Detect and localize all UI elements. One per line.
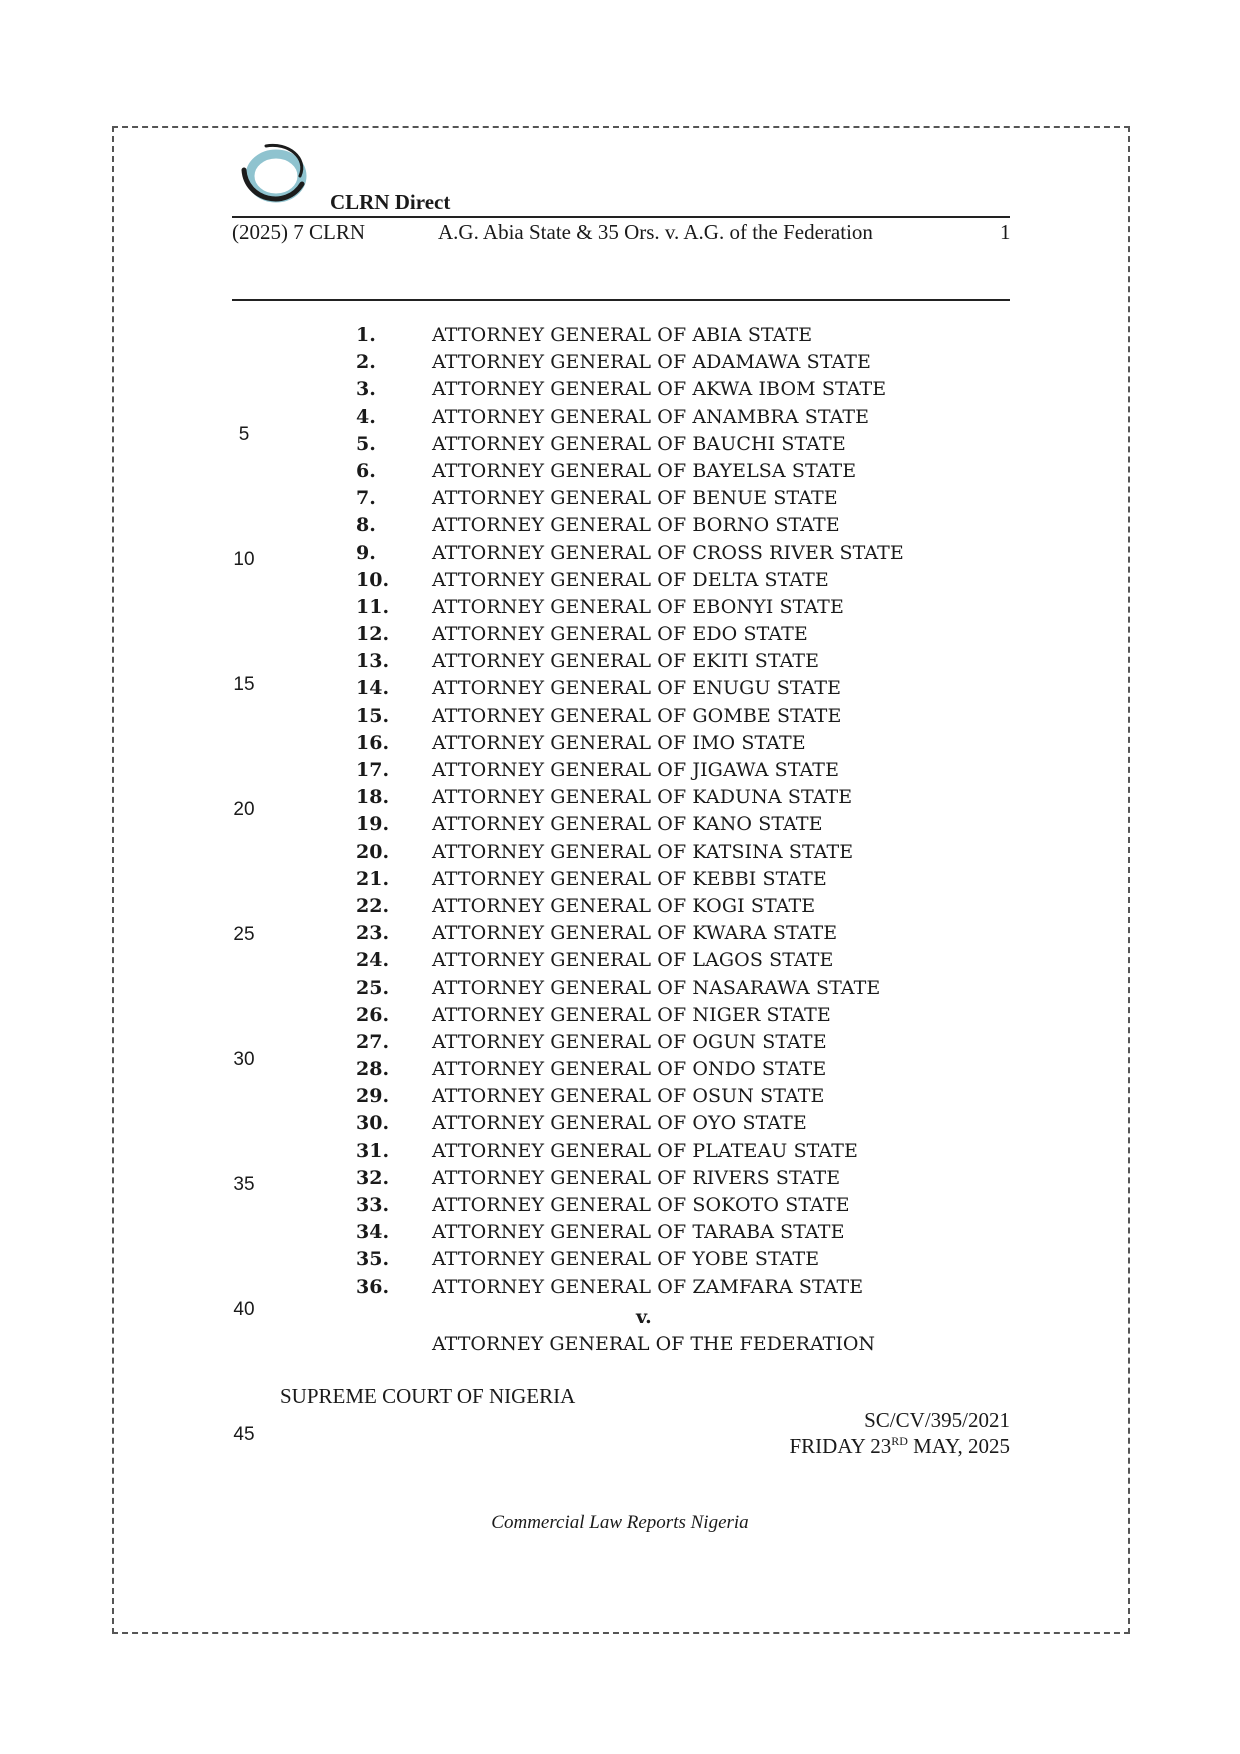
party-number: 5. — [356, 432, 376, 455]
party-number: 22. — [356, 894, 390, 917]
party-name: ATTORNEY GENERAL OF KOGI STATE — [432, 894, 816, 917]
party-item — [340, 540, 904, 567]
party-item — [340, 458, 904, 485]
party-item — [340, 1002, 904, 1029]
party-item — [340, 1192, 904, 1219]
line-number: 45 — [233, 1424, 255, 1445]
party-number: 26. — [356, 1003, 390, 1026]
party-item — [340, 1110, 904, 1137]
party-item — [340, 811, 904, 838]
judgment-date — [789, 1434, 1010, 1459]
party-item — [340, 1138, 904, 1165]
party-item — [340, 648, 904, 675]
party-number: 23. — [356, 922, 390, 945]
party-item — [340, 920, 904, 947]
party-name: ATTORNEY GENERAL OF OYO STATE — [432, 1112, 807, 1135]
respondent-name: ATTORNEY GENERAL OF THE FEDERATION — [432, 1333, 876, 1355]
party-item — [340, 512, 904, 539]
party-item — [340, 866, 904, 893]
party-item — [340, 431, 904, 458]
party-number: 32. — [356, 1166, 390, 1189]
party-number: 19. — [356, 813, 390, 836]
party-number: 11. — [356, 595, 390, 618]
case-title: A.G. Abia State & 35 Ors. v. A.G. of the Federation — [438, 220, 873, 244]
party-name: ATTORNEY GENERAL OF OSUN STATE — [432, 1085, 825, 1108]
date-prefix: FRIDAY 23 — [789, 1434, 892, 1458]
party-item — [340, 975, 904, 1002]
party-name: ATTORNEY GENERAL OF SOKOTO STATE — [432, 1194, 850, 1216]
party-name: ATTORNEY GENERAL OF ADAMAWA STATE — [432, 351, 871, 374]
header-bottom-rule — [232, 299, 1010, 301]
party-item — [340, 1274, 904, 1301]
party-item — [340, 594, 904, 621]
party-number: 3. — [356, 378, 376, 401]
party-number: 17. — [356, 759, 390, 781]
versus-label: v. — [636, 1306, 652, 1328]
party-item — [340, 893, 904, 920]
party-name: ATTORNEY GENERAL OF AKWA IBOM STATE — [432, 378, 887, 401]
line-number: 30 — [233, 1049, 255, 1070]
party-name: ATTORNEY GENERAL OF TARABA STATE — [432, 1221, 845, 1244]
date-rest: MAY, 2025 — [907, 1434, 1010, 1458]
party-number: 4. — [356, 405, 376, 428]
party-item — [340, 1219, 904, 1246]
party-number: 2. — [356, 351, 376, 374]
party-number: 34. — [356, 1221, 390, 1244]
party-name: ATTORNEY GENERAL OF KATSINA STATE — [432, 840, 854, 863]
party-name: ATTORNEY GENERAL OF KADUNA STATE — [432, 786, 853, 809]
party-number: 24. — [356, 949, 390, 972]
party-name: ATTORNEY GENERAL OF ENUGU STATE — [432, 677, 842, 700]
party-item — [340, 1056, 904, 1083]
clrn-logo-icon — [236, 140, 316, 212]
line-number: 35 — [233, 1174, 255, 1195]
party-number: 16. — [356, 731, 390, 754]
party-item — [340, 1165, 904, 1192]
party-number: 20. — [356, 840, 390, 863]
party-number: 9. — [356, 541, 376, 564]
party-item — [340, 839, 904, 866]
party-item — [340, 730, 904, 757]
party-item — [340, 485, 904, 512]
line-number: 10 — [233, 549, 255, 570]
footer-publication: Commercial Law Reports Nigeria — [491, 1512, 749, 1533]
party-item — [340, 376, 904, 403]
party-item — [340, 1029, 904, 1056]
party-name: ATTORNEY GENERAL OF BORNO STATE — [432, 514, 840, 537]
party-name: ATTORNEY GENERAL OF EBONYI STATE — [432, 595, 844, 618]
line-number: 25 — [233, 924, 255, 945]
party-number: 36. — [356, 1275, 390, 1298]
party-number: 1. — [356, 324, 376, 346]
party-name: ATTORNEY GENERAL OF EDO STATE — [432, 623, 808, 646]
party-number: 29. — [356, 1085, 390, 1108]
party-name: ATTORNEY GENERAL OF BAUCHI STATE — [432, 432, 846, 455]
court-name: SUPREME COURT OF NIGERIA — [280, 1384, 576, 1408]
line-number: 20 — [233, 799, 255, 820]
line-number: 15 — [233, 674, 255, 695]
party-number: 28. — [356, 1058, 390, 1081]
party-item — [340, 349, 904, 376]
party-number: 8. — [356, 514, 376, 537]
party-name: ATTORNEY GENERAL OF ONDO STATE — [432, 1058, 827, 1081]
party-name: ATTORNEY GENERAL OF RIVERS STATE — [432, 1166, 841, 1189]
brand-name: CLRN Direct — [330, 190, 451, 214]
party-item — [340, 675, 904, 702]
date-ordinal-suffix: RD — [891, 1434, 908, 1448]
party-name: ATTORNEY GENERAL OF IMO STATE — [432, 731, 806, 754]
party-name: ATTORNEY GENERAL OF DELTA STATE — [432, 568, 829, 591]
party-item — [340, 567, 904, 594]
party-number: 6. — [356, 459, 376, 482]
party-name: ATTORNEY GENERAL OF GOMBE STATE — [432, 704, 842, 727]
party-name: ATTORNEY GENERAL OF LAGOS STATE — [432, 949, 834, 972]
party-number: 18. — [356, 786, 390, 809]
party-number: 10. — [356, 568, 390, 591]
party-number: 13. — [356, 650, 390, 673]
party-number: 31. — [356, 1139, 390, 1162]
party-name: ATTORNEY GENERAL OF CROSS RIVER STATE — [432, 541, 904, 564]
party-name: ATTORNEY GENERAL OF KWARA STATE — [432, 922, 838, 945]
party-name: ATTORNEY GENERAL OF JIGAWA STATE — [432, 759, 840, 781]
party-number: 12. — [356, 623, 390, 646]
party-name: ATTORNEY GENERAL OF KANO STATE — [432, 813, 823, 836]
line-number: 5 — [238, 424, 250, 445]
party-item — [340, 404, 904, 431]
party-name: ATTORNEY GENERAL OF EKITI STATE — [432, 650, 820, 673]
line-number: 40 — [233, 1299, 255, 1320]
party-item — [340, 757, 904, 784]
party-name: ATTORNEY GENERAL OF KEBBI STATE — [432, 867, 827, 890]
party-number: 35. — [356, 1248, 390, 1271]
party-name: ATTORNEY GENERAL OF ZAMFARA STATE — [432, 1275, 864, 1298]
party-name: ATTORNEY GENERAL OF ABIA STATE — [432, 324, 813, 346]
party-number: 14. — [356, 677, 390, 700]
party-name: ATTORNEY GENERAL OF NIGER STATE — [432, 1003, 831, 1026]
party-name: ATTORNEY GENERAL OF BAYELSA STATE — [432, 459, 857, 482]
party-name: ATTORNEY GENERAL OF OGUN STATE — [432, 1030, 827, 1053]
suit-number: SC/CV/395/2021 — [864, 1408, 1010, 1432]
party-number: 25. — [356, 976, 390, 999]
party-name: ATTORNEY GENERAL OF YOBE STATE — [432, 1248, 820, 1271]
party-item — [340, 784, 904, 811]
party-name: ATTORNEY GENERAL OF NASARAWA STATE — [432, 976, 881, 999]
party-number: 33. — [356, 1194, 390, 1216]
party-item — [340, 322, 904, 349]
party-number: 15. — [356, 704, 390, 727]
party-name: ATTORNEY GENERAL OF PLATEAU STATE — [432, 1139, 858, 1162]
party-item — [340, 1246, 904, 1273]
party-item — [340, 1083, 904, 1110]
party-number: 30. — [356, 1112, 390, 1135]
party-number: 21. — [356, 867, 390, 890]
party-list — [340, 322, 904, 1301]
header-rule — [232, 216, 1010, 218]
party-number: 27. — [356, 1030, 390, 1053]
party-name: ATTORNEY GENERAL OF BENUE STATE — [432, 487, 838, 510]
party-name: ATTORNEY GENERAL OF ANAMBRA STATE — [432, 405, 870, 428]
page-number: 1 — [1000, 220, 1011, 244]
party-item — [340, 621, 904, 648]
party-item — [340, 947, 904, 974]
party-number: 7. — [356, 487, 376, 510]
citation: (2025) 7 CLRN — [232, 220, 365, 244]
party-item — [340, 703, 904, 730]
